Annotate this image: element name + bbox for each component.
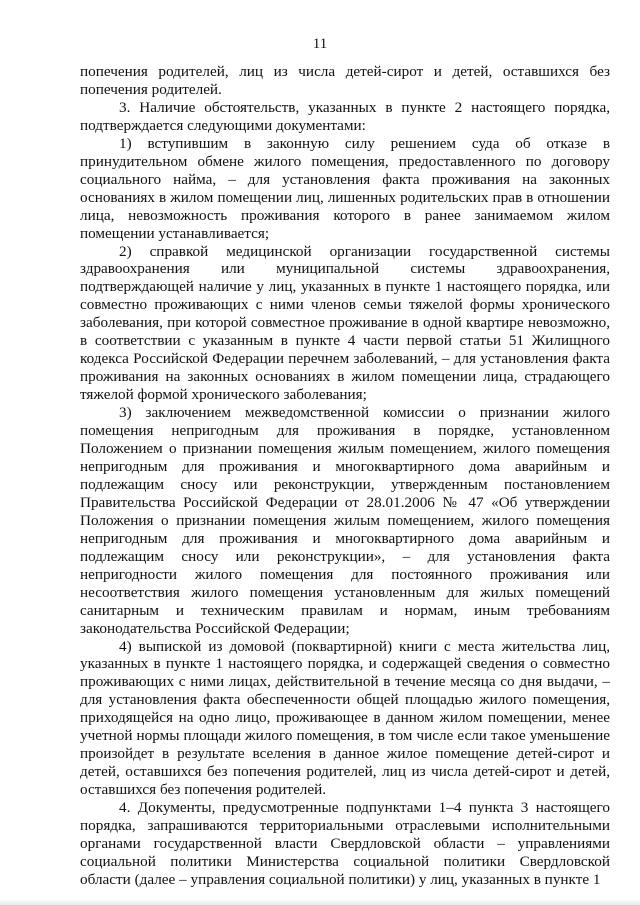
document-body [80, 63, 610, 889]
paragraph-continuation: попечения родителей, лиц из числа детей-сирот и детей, оставшихся без попечения родителей. [80, 63, 610, 98]
paragraph-item-3-4: 4) выпиской из домовой (поквартирной) книги с места жительства лиц, указанных в пункте 1 настоящего порядка, и содержащей сведения о совместно проживающих с ними лицах, действительной в течение месяца со дня выдачи, – для установления факта обеспеченности общей площадью жилого помещения, приходящейся на одно лицо, проживающее в данном жилом помещении, менее учетной нормы площади жилого помещения, в том числе если такое уменьшение произойдет в результате вселения в данное жилое помещение детей-сирот и детей, оставшихся без попечения родителей, лиц из числа детей-сирот и детей, оставшихся без попечения родителей. [80, 637, 610, 799]
paragraph-item-3-1: 1) вступившим в законную силу решением суда об отказе в принудительном обмене жилого помещения, предоставленного по договору социального найма, – для установления факта проживания на законных основаниях в жилом помещении лиц, лишенных родительских прав в отношении лица, невозможность проживания которого в ранее занимаемом жилом помещении устанавливается; [80, 134, 610, 242]
page-number: 11 [312, 36, 328, 52]
paragraph-item-3: 3. Наличие обстоятельств, указанных в пункте 2 настоящего порядка, подтверждается следующими документами: [80, 98, 610, 134]
paragraph-item-3-2: 2) справкой медицинской организации государственной системы здравоохранения или муниципальной системы здравоохранения, подтверждающей наличие у лиц, указанных в пункте 1 настоящего порядка, или совместно проживающих с ними членов семьи тяжелой формы хронического заболевания, при которой совместное проживание в одной квартире невозможно, в соответствии с указанным в пункте 4 части первой статьи 51 Жилищного кодекса Российской Федерации перечнем заболеваний, – для установления факта проживания на законных основаниях в жилом помещении лица, страдающего тяжелой формой хронического заболевания; [80, 242, 610, 404]
scan-bottom-edge [0, 899, 640, 905]
paragraph-item-4: 4. Документы, предусмотренные подпунктами 1–4 пункта 3 настоящего порядка, запрашиваются территориальными отраслевыми исполнительными органами государственной власти Свердловской области – управлениями социальной политики Министерства социальной политики Свердловской области (далее – управления социальной политики) у лиц, указанных в пункте 1 [80, 799, 610, 888]
paragraph-item-3-3: 3) заключением межведомственной комиссии о признании жилого помещения непригодным для проживания в порядке, установленном Положением о признании помещения жилым помещением, жилого помещения непригодным для проживания и многоквартирного дома аварийным и подлежащим сносу или реконструкции, утвержденным постановлением Правительства Российской Федерации от 28.01.2006 № 47 «Об утверждении Положения о признании помещения жилым помещением, жилого помещения непригодным для проживания и многоквартирного дома аварийным и подлежащим сносу или реконструкции», – для установления факта непригодности жилого помещения для постоянного проживания или несоответствия жилого помещения установленным для жилых помещений санитарным и техническим правилам и нормам, иным требованиям законодательства Российской Федерации; [80, 404, 610, 637]
